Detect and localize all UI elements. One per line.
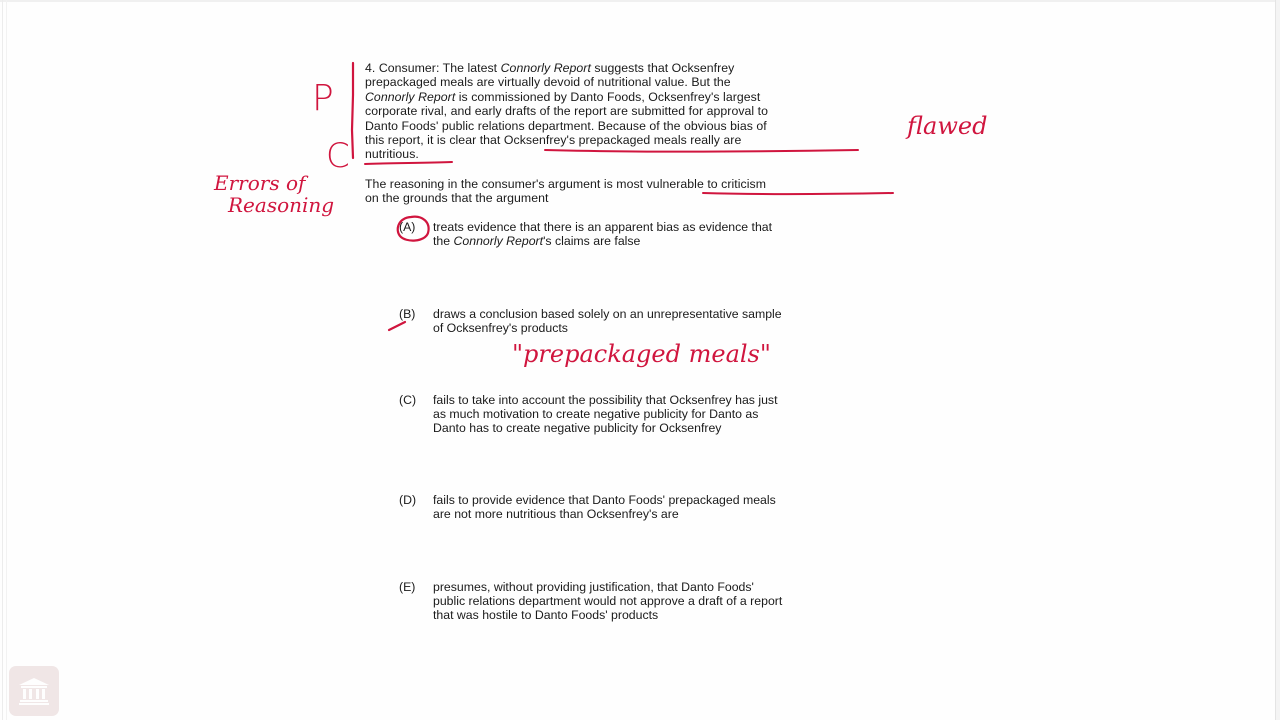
premise-bracket-line <box>352 63 353 158</box>
choice-letter: (B) <box>399 307 416 321</box>
choice-text: fails to provide evidence that Danto Foods' prepackaged meals are not more nutritious than Ocksenfrey's are <box>433 493 776 522</box>
stem-line-4: corporate rival, and early drafts of the report are submitted for approval to <box>365 104 769 119</box>
choice-letter: (E) <box>399 580 416 594</box>
choice-text: presumes, without providing justification, that Danto Foods' public relations department would not approve a draft of a report that was hostile to Danto Foods' products <box>433 580 783 623</box>
stem-line-6: this report, it is clear that Ocksenfrey's prepackaged meals really are <box>365 133 742 148</box>
nutritious-underline <box>365 162 452 164</box>
stem-line-1: 4. Consumer: The latest Connorly Report suggests that Ocksenfrey <box>365 61 735 75</box>
institution-logo <box>9 666 59 716</box>
flaw-keyword: most vulnerable to criticism <box>616 177 766 191</box>
choice-letter: (D) <box>399 493 417 507</box>
question-stem <box>365 61 768 162</box>
conclusion-label: C <box>326 136 350 176</box>
choice-b-check-mark <box>389 322 405 330</box>
question-prompt <box>365 177 766 206</box>
stem-line-3: Connorly Report is commissioned by Danto Foods, Ocksenfrey's largest <box>365 89 761 104</box>
left-edge <box>2 0 7 720</box>
institution-building-icon <box>17 676 51 706</box>
choice-text: fails to take into account the possibility that Ocksenfrey has just as much motivation to create negative publicity for Danto as Danto has to create negative publicity for Ocksenfrey <box>433 393 778 436</box>
prepackaged-meals-note: "prepackaged meals" <box>512 340 771 368</box>
choice-letter: (C) <box>399 393 417 407</box>
choice-text: draws a conclusion based solely on an unrepresentative sample of Ocksenfrey's products <box>433 307 782 336</box>
flawed-note: flawed <box>907 112 988 140</box>
errors-of-reasoning-note: Errors of Reasoning <box>214 171 335 217</box>
right-edge <box>1275 0 1280 720</box>
stem-line-2: prepackaged meals are virtually devoid of nutritional value. But the <box>365 75 731 90</box>
prompt-line-2: on the grounds that the argument <box>365 191 549 206</box>
choice-text: treats evidence that there is an apparent bias as evidence that the Connorly Report's claims are false <box>433 220 773 249</box>
stem-line-5: Danto Foods' public relations department. Because of the obvious bias of <box>365 118 767 133</box>
top-edge <box>0 0 1280 2</box>
conclusion-text: Ocksenfrey's prepackaged meals really are <box>503 133 742 148</box>
premise-label: P <box>312 78 334 119</box>
prompt-line-1: The reasoning in the consumer's argument is most vulnerable to criticism <box>365 177 766 191</box>
choice-letter: (A) <box>399 220 416 234</box>
stem-line-7: nutritious. <box>365 147 419 162</box>
